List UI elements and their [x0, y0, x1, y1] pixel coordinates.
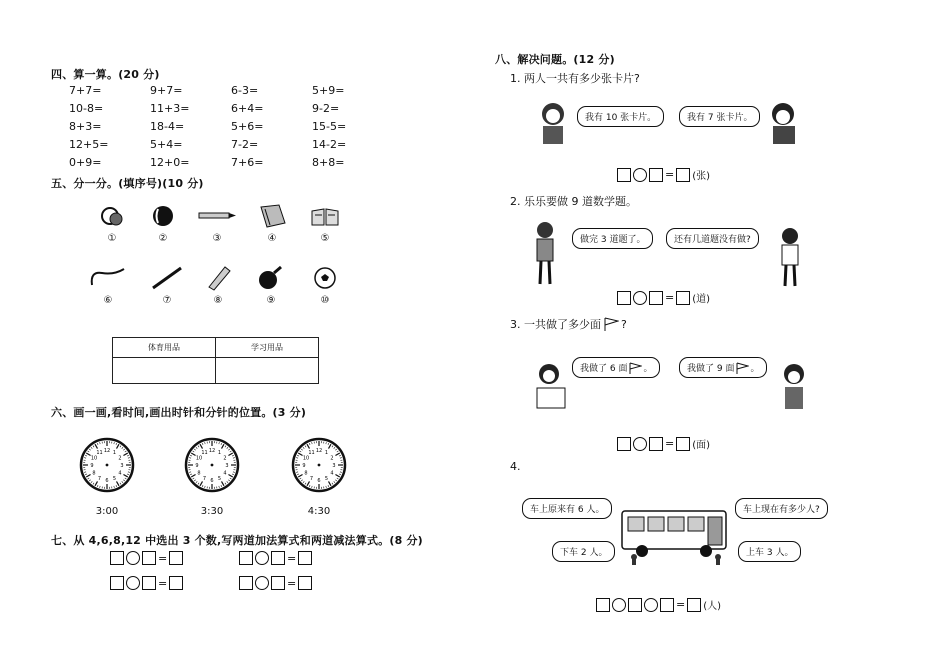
- calc-item: 9+7=: [150, 84, 183, 97]
- calc-item: 12+0=: [150, 156, 190, 169]
- item-number: ③: [212, 233, 222, 244]
- svg-text:1: 1: [112, 450, 117, 457]
- calc-item: 6-3=: [231, 84, 259, 97]
- section-7-title: 七、从 4,6,8,12 中选出 3 个数,写两道加法算式和两道减法算式。(8 分): [51, 534, 423, 547]
- svg-text:7: 7: [202, 475, 207, 482]
- svg-text:11: 11: [96, 450, 103, 457]
- svg-text:12: 12: [315, 448, 323, 454]
- svg-text:3: 3: [225, 463, 229, 469]
- section-6-title: 六、画一画,看时间,画出时针和分针的位置。(3 分): [51, 406, 307, 419]
- item-number: ⑩: [320, 295, 330, 306]
- svg-text:7: 7: [97, 475, 102, 482]
- calc-item: 9-2=: [312, 102, 340, 115]
- equation-sub-2[interactable]: =: [239, 576, 312, 590]
- q3-equation[interactable]: = (面): [617, 436, 710, 451]
- calc-item: 7+7=: [69, 84, 102, 97]
- q4-bubble-1: 车上原来有 6 人。: [522, 498, 612, 519]
- item-number: ⑦: [162, 295, 172, 306]
- item-3: [197, 203, 237, 244]
- q4-bubble-4: 上车 3 人。: [738, 541, 801, 562]
- section-5-title: 五、分一分。(填序号)(10 分): [51, 177, 204, 190]
- equation-add-2[interactable]: =: [239, 551, 312, 565]
- answer-cell-study[interactable]: [216, 358, 319, 384]
- calc-item: 11+3=: [150, 102, 190, 115]
- calc-item: 8+8=: [312, 156, 345, 169]
- svg-text:12: 12: [208, 448, 216, 454]
- ping-pong-paddle-and-ball-icon: [99, 203, 125, 229]
- q2-bubble-2: 还有几道题没有做?: [666, 228, 759, 249]
- girl-reading-icon: [531, 362, 569, 412]
- item-5: [305, 203, 345, 244]
- item-number: ⑨: [266, 295, 276, 306]
- clock-label-1: 3:00: [95, 506, 119, 517]
- clock-label-2: 3:30: [200, 506, 224, 517]
- svg-text:5: 5: [112, 475, 117, 482]
- section-8-title: 八、解决问题。(12 分): [495, 53, 615, 66]
- q2-bubble-1: 做完 3 道题了。: [572, 228, 653, 249]
- svg-text:9: 9: [195, 463, 199, 469]
- calc-item: 5+4=: [150, 138, 183, 151]
- clock-face-icon[interactable]: [183, 436, 241, 494]
- pencil-icon: [197, 203, 237, 229]
- calc-item: 10-8=: [69, 102, 104, 115]
- svg-text:6: 6: [105, 478, 109, 484]
- clock-label-3: 4:30: [307, 506, 331, 517]
- svg-text:10: 10: [195, 455, 203, 462]
- svg-text:3: 3: [332, 463, 336, 469]
- calc-item: 12+5=: [69, 138, 109, 151]
- calc-item: 0+9=: [69, 156, 102, 169]
- boy-figure-icon: [763, 100, 803, 148]
- q4-equation[interactable]: = (人): [596, 597, 721, 612]
- svg-text:9: 9: [302, 463, 306, 469]
- svg-text:6: 6: [210, 478, 214, 484]
- item-10: [305, 265, 345, 306]
- equation-sub-1[interactable]: =: [110, 576, 183, 590]
- jump-rope-icon: [88, 265, 128, 291]
- svg-text:11: 11: [201, 450, 208, 457]
- q1-equation[interactable]: = (张): [617, 167, 710, 182]
- svg-text:1: 1: [217, 450, 222, 457]
- table-tennis-paddle-icon: [256, 265, 286, 291]
- item-4: [252, 203, 292, 244]
- item-number: ⑤: [320, 233, 330, 244]
- q3-text: 3. 一共做了多少面 ?: [510, 317, 627, 331]
- item-number: ⑧: [213, 295, 223, 306]
- svg-text:4: 4: [330, 470, 334, 477]
- answer-cell-sports[interactable]: [113, 358, 216, 384]
- svg-text:8: 8: [304, 470, 308, 477]
- item-number: ②: [158, 233, 168, 244]
- col-header-sports: 体育用品: [113, 338, 216, 358]
- book-icon: [310, 203, 340, 229]
- clock-face-icon[interactable]: [78, 436, 136, 494]
- item-1: [92, 203, 132, 244]
- item-number: ①: [107, 233, 117, 244]
- q3-bubble-2: 我做了 9 面 。: [679, 357, 767, 378]
- soccer-ball-icon: [312, 265, 338, 291]
- equation-add-1[interactable]: =: [110, 551, 183, 565]
- q2-equation[interactable]: = (道): [617, 290, 710, 305]
- girl-standing-icon: [528, 220, 562, 288]
- calc-item: 6+4=: [231, 102, 264, 115]
- svg-text:8: 8: [197, 470, 201, 477]
- sort-table: [112, 337, 319, 384]
- calc-item: 15-5=: [312, 120, 347, 133]
- item-7: [147, 265, 187, 306]
- boy-figure-icon: [779, 362, 809, 412]
- calc-item: 5+9=: [312, 84, 345, 97]
- item-8: [198, 265, 238, 306]
- q1-bubble-1: 我有 10 张卡片。: [577, 106, 664, 127]
- svg-text:4: 4: [223, 470, 227, 477]
- clock-face-icon[interactable]: [290, 436, 348, 494]
- col-header-study: 学习用品: [216, 338, 319, 358]
- svg-text:12: 12: [103, 448, 111, 454]
- svg-text:10: 10: [90, 455, 98, 462]
- calc-item: 14-2=: [312, 138, 347, 151]
- item-number: ④: [267, 233, 277, 244]
- ball-icon: [150, 203, 176, 229]
- q4-bubble-2: 车上现在有多少人?: [735, 498, 828, 519]
- calc-item: 8+3=: [69, 120, 102, 133]
- svg-text:3: 3: [120, 463, 124, 469]
- q1-text: 1. 两人一共有多少张卡片?: [510, 72, 640, 85]
- calc-item: 5+6=: [231, 120, 264, 133]
- svg-text:1: 1: [324, 450, 329, 457]
- svg-text:11: 11: [308, 450, 315, 457]
- svg-text:9: 9: [90, 463, 94, 469]
- svg-text:6: 6: [317, 478, 321, 484]
- svg-text:2: 2: [223, 455, 227, 462]
- flag-icon: [628, 362, 642, 374]
- flag-icon: [735, 362, 749, 374]
- q4-bubble-3: 下车 2 人。: [552, 541, 615, 562]
- q3-bubble-1: 我做了 6 面 。: [572, 357, 660, 378]
- svg-text:10: 10: [302, 455, 310, 462]
- bus-icon: [618, 507, 730, 567]
- pen-icon: [147, 265, 187, 291]
- q1-bubble-2: 我有 7 张卡片。: [679, 106, 760, 127]
- boy-standing-icon: [775, 226, 805, 288]
- q4-text: 4.: [510, 460, 521, 473]
- svg-text:2: 2: [330, 455, 334, 462]
- item-6: [88, 265, 128, 306]
- svg-text:8: 8: [92, 470, 96, 477]
- item-number: ⑥: [103, 295, 113, 306]
- calc-item: 7-2=: [231, 138, 259, 151]
- svg-text:4: 4: [118, 470, 122, 477]
- calc-item: 18-4=: [150, 120, 185, 133]
- svg-text:7: 7: [309, 475, 314, 482]
- svg-text:5: 5: [217, 475, 222, 482]
- notebook-icon: [257, 203, 287, 229]
- q2-text: 2. 乐乐要做 9 道数学题。: [510, 195, 637, 208]
- ruler-icon: [203, 265, 233, 291]
- calc-item: 7+6=: [231, 156, 264, 169]
- svg-text:2: 2: [118, 455, 122, 462]
- svg-text:5: 5: [324, 475, 329, 482]
- item-9: [251, 265, 291, 306]
- flag-icon: [603, 317, 619, 331]
- item-2: [143, 203, 183, 244]
- girl-figure-icon: [533, 100, 573, 148]
- section-4-title: 四、算一算。(20 分): [51, 68, 160, 81]
